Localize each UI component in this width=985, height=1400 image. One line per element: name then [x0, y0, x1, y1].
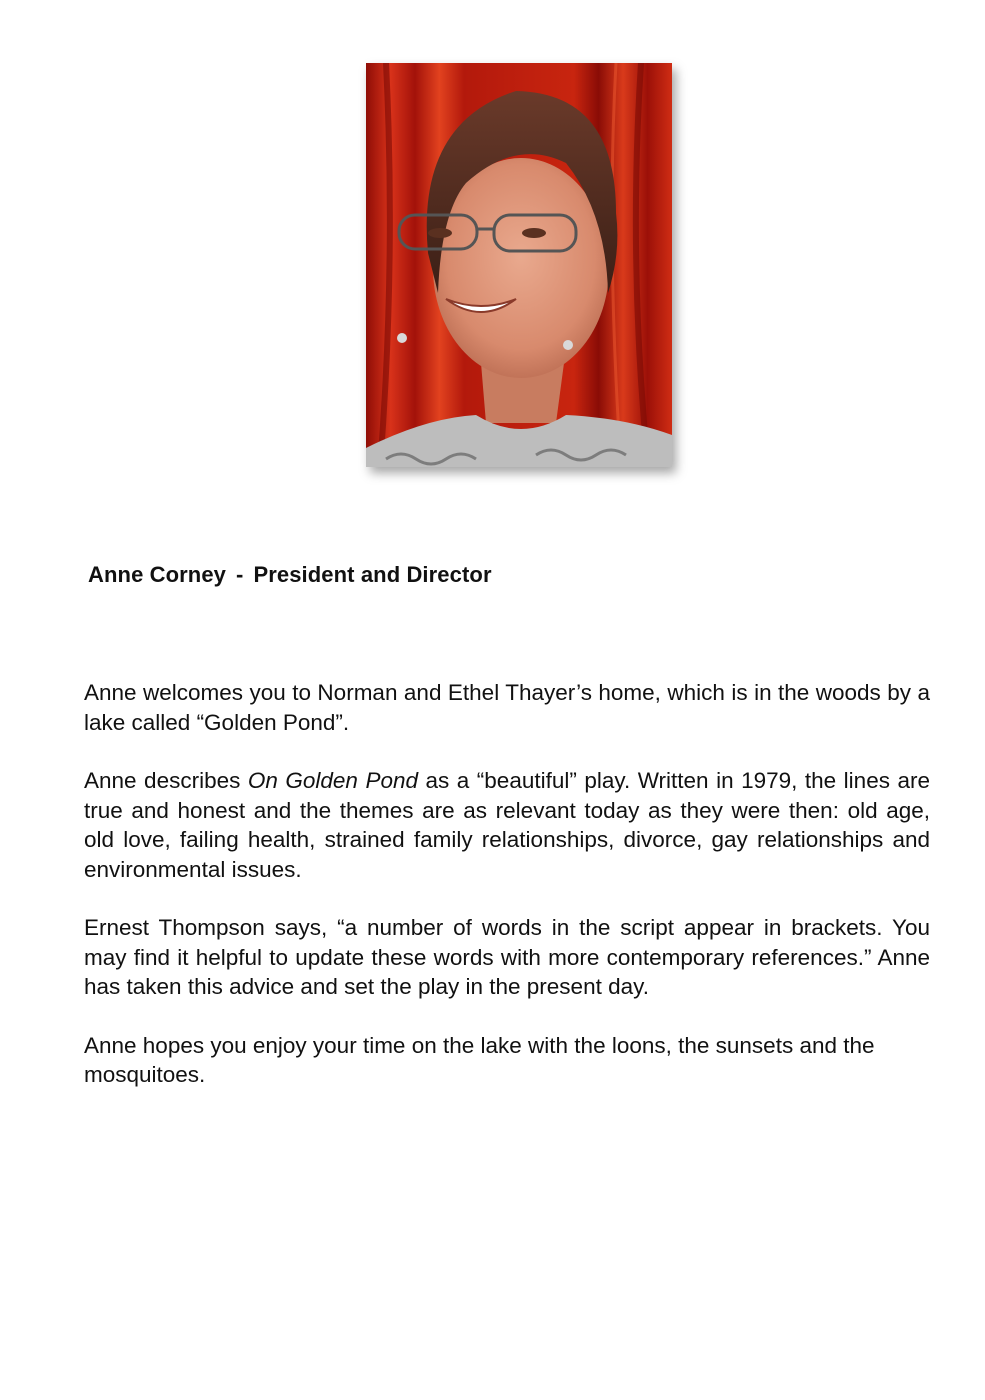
bio-paragraph-4: Anne hopes you enjoy your time on the lake with the loons, the sunsets and the mosquitoes. — [84, 1032, 875, 1087]
bio-paragraph-1: Anne welcomes you to Norman and Ethel Thayer’s home, which is in the woods by a lake called “Golden Pond”. — [84, 680, 930, 735]
heading-separator: - — [236, 562, 244, 587]
bio-paragraph-2-rest: as a “beautiful” play. Written in 1979, the lines are true and honest and the themes are as relevant today as they were then: old age, old love, failing health, strained family relationships, divorce, gay relationships and environmental issues. — [84, 768, 930, 882]
bio-paragraph-2 — [84, 766, 930, 884]
portrait-image — [366, 63, 672, 467]
play-title: On Golden Pond — [247, 768, 418, 793]
person-role: President and Director — [253, 562, 492, 587]
portrait-photo — [366, 63, 672, 467]
bio-paragraph-3: Ernest Thompson says, “a number of words in the script appear in brackets. You may find it helpful to update these words with more contemporary references.” Anne has taken this advice and set the play in the present day. — [84, 915, 930, 999]
bio-paragraph-2-start: Anne describes — [84, 768, 248, 793]
bio-text — [84, 678, 930, 1119]
profile-heading — [88, 562, 492, 588]
person-name: Anne Corney — [88, 562, 227, 587]
